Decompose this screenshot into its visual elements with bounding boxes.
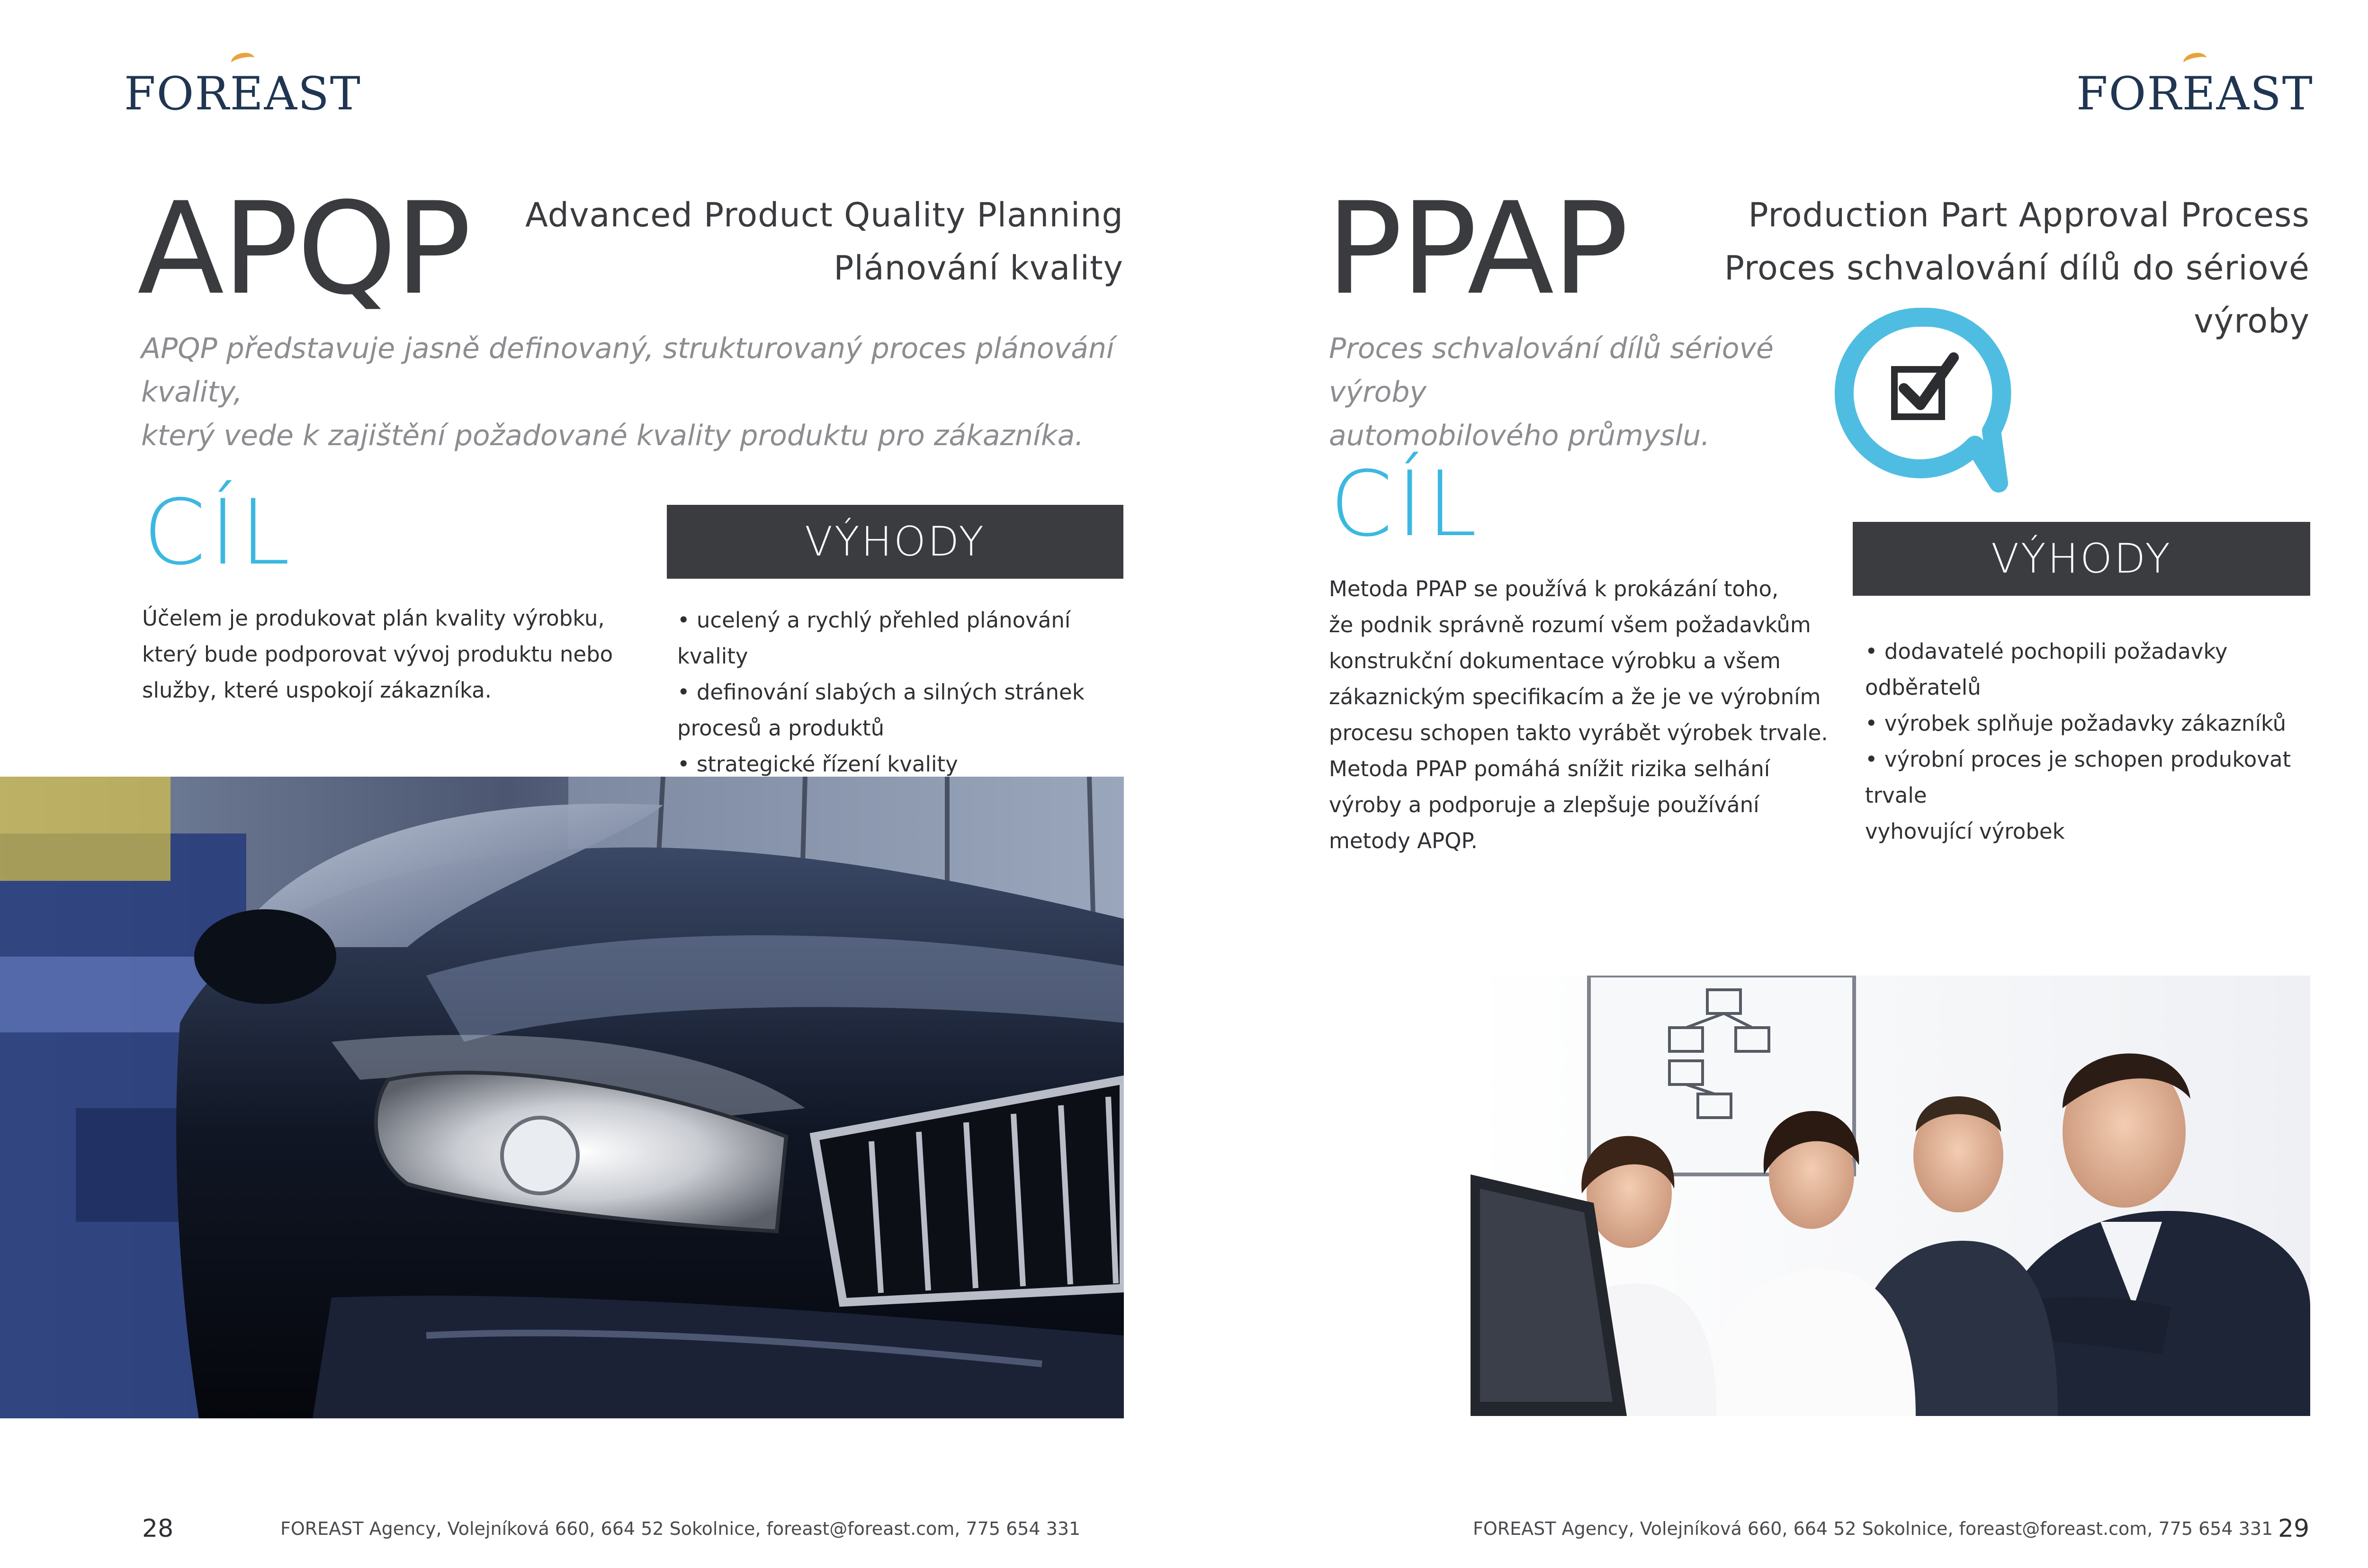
list-item: procesů a produktů [677, 716, 885, 741]
car-photo [0, 777, 1124, 1418]
page-number-right: 29 [2278, 1514, 2310, 1543]
ppap-title: PPAP [1326, 175, 1627, 323]
ppap-subtitle: Production Part Approval Process Proces schvalování dílů do sériové výroby [1724, 196, 2310, 340]
apqp-intro: APQP představuje jasně definovaný, strukturovaný proces plánování kvality, který vede k zajištění požadované kvality produktu pro zákazníka. [141, 332, 1114, 452]
list-item: • výrobní proces je schopen produkovat trvale [1865, 747, 2291, 808]
ppap-intro: Proces schvalování dílů sériové výroby automobilového průmyslu. [1329, 332, 1774, 452]
speech-bubble-checkbox-icon [1833, 303, 2013, 493]
list-item: • definování slabých a silných stránek [677, 680, 1085, 705]
benefits-list-left [677, 602, 1127, 782]
footer-left: FOREAST Agency, Volejníková 660, 664 52 Sokolnice, foreast@foreast.com, 775 654 331 [280, 1518, 1081, 1539]
page-number-left: 28 [142, 1514, 174, 1543]
cil-heading-right: CÍL [1330, 452, 1481, 556]
vyhody-bar-left: VÝHODY [667, 505, 1123, 579]
cil-text-left: Účelem je produkovat plán kvality výrobku, který bude podporovat vývoj produktu nebo služby, které uspokojí zákazníka. [142, 606, 613, 703]
meeting-photo [1471, 976, 2310, 1416]
list-item: • strategické řízení kvality [677, 752, 958, 777]
cil-text-right: Metoda PPAP se používá k prokázání toho, že podnik správně rozumí všem požadavkům konstrukční dokumentace výrobku a všem zákaznickým specifikacím a že je ve výrobním procesu schopen takto vyrábět výrobek trvale. Metoda PPAP pomáhá snížit rizika selhání výroby a podporuje a zlepšuje používání metody APQP. [1329, 576, 1828, 853]
benefits-list-right [1865, 634, 2315, 850]
list-item: • ucelený a rychlý přehled plánování kvality [677, 608, 1071, 669]
cil-heading-left: CÍL [143, 480, 294, 585]
list-item: vyhovující výrobek [1865, 819, 2065, 844]
vyhody-bar-right: VÝHODY [1853, 522, 2310, 596]
apqp-subtitle: Advanced Product Quality Planning Plánování kvality [525, 196, 1123, 287]
list-item: • výrobek splňuje požadavky zákazníků [1865, 711, 2287, 736]
apqp-title: APQP [137, 175, 470, 323]
foreast-logo-right: FOREAST [2076, 71, 2314, 116]
foreast-logo-left: FOREAST [124, 71, 361, 116]
list-item: • dodavatelé pochopili požadavky odběratelů [1865, 639, 2228, 700]
footer-right: FOREAST Agency, Volejníková 660, 664 52 Sokolnice, foreast@foreast.com, 775 654 331 [1473, 1518, 2273, 1539]
